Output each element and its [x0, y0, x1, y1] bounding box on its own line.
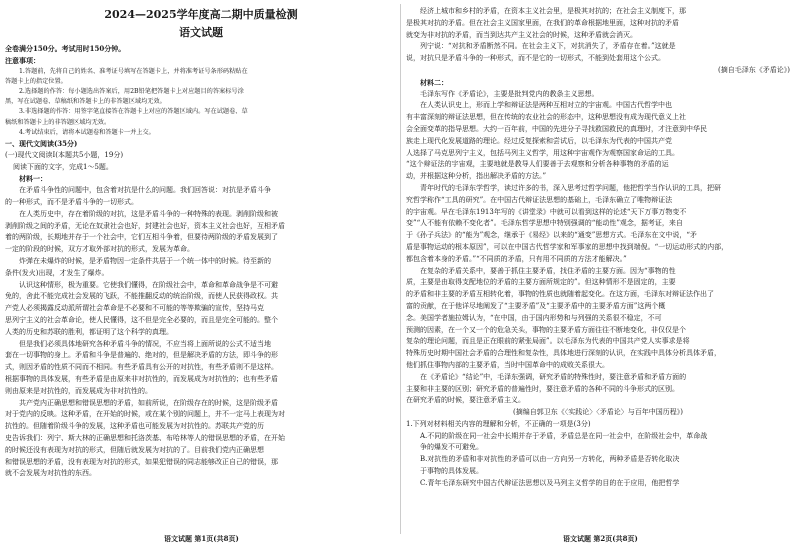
- passage-line: 的时候还没有表现为对抗的形式，但随后就发展为对抗的了。目前我们党内正确思想: [5, 445, 264, 454]
- passage-line: 在人类历史中，存在着阶级的对抗，这是矛盾斗争的一种特殊的表现。剥削阶级和被: [19, 209, 278, 218]
- passage-line: 产党人必须揭露反动派所谓社会革命是不必要和不可能的等等欺骗的宣传，坚持马克: [5, 304, 264, 313]
- passage-line: 有丰富深刻的辩证法思想，但在传统的农业社会的形态中，这种思想没有成为现代意义上社: [406, 113, 686, 122]
- passage-line: 的一种形式，而不是矛盾斗争的一切形式。: [5, 198, 138, 206]
- reading-instruction: 阅读下面的文字，完成1～5题。: [13, 162, 113, 171]
- passage-line: 就变为非对抗的矛盾，而当到达共产主义社会的时候，这种矛盾就会消灭。: [406, 30, 637, 39]
- option-line: B.对抗性的矛盾和非对抗性的矛盾可以由一方向另一方转化，两种矛盾是否转化取决: [420, 455, 680, 464]
- source-citation: (摘编自郭卫东《〈实践论〉〈矛盾论〉与百年中国历程》): [513, 408, 683, 417]
- option-line: 于事物的具体发展。: [420, 467, 483, 476]
- passage-line: 但是我们必须具体地研究各种矛盾斗争的情况，不应当将上面所说的公式不适当地: [19, 339, 271, 348]
- option-line: C.青年毛泽东研究中国古代辩证法思想以及马列主义哲学的目的在于应用，他把哲学: [420, 478, 680, 487]
- passage-line: 他们抓住事物内部的主要矛盾，当时中国革命中的成败关系很大。: [406, 360, 609, 369]
- passage-line: 就不会发展为对抗性的东西。: [5, 469, 96, 478]
- page-footer: 语文试题 第2页(共8页): [563, 534, 638, 543]
- passage-line: 质，主要是由取得支配地位的矛盾的主要方面所规定的”。但这种情形不是固定的，主要: [406, 278, 676, 287]
- passage-line: 复杂的理论问题，而且是正在眼前的紧张局面”。以毛泽东为代表的中国共产党人实事求是将: [406, 337, 690, 346]
- passage-line: 认识这种情形，极为重要。它使我们懂得，在阶级社会中，革命和革命战争是不可避: [19, 280, 278, 289]
- notice-line: 4.考试结束后，请将本试题卷和答题卡一并上交。: [19, 128, 155, 136]
- left-page: [5, 6, 397, 526]
- notice-line: 2.选择题的作答：每小题选出答案后，用2B铅笔把答题卡上对应题目的答案标号涂: [19, 88, 244, 95]
- question-stem: 1.下列对材料相关内容的理解和分析，不正确的一项是(3分): [406, 419, 591, 428]
- passage-line: 盾是事物运动的根本原因”，可以在中国古代哲学家和军事家的思想中找到端倪。“一切运动形式的内部，: [406, 242, 729, 251]
- notice-line: 稿纸和答题卡上的非答题区域均无效。: [5, 118, 111, 126]
- passage-line: 动，并根据这种分析，指出解决矛盾的方法。”: [406, 172, 547, 181]
- passage-line: 人选择了马克思列宁主义，包括马列主义哲学，用这种宇宙观作为观察国家命运的工具。: [406, 148, 679, 157]
- material-two-body: [406, 89, 790, 408]
- passage-line: 一定的阶段的时候，双方才取外部对抗的形式，发展为革命。: [5, 245, 194, 254]
- passage-line: 思列宁主义的社会革命论，使人民懂得，这不但是完全必要的，而且是完全可能的。整个: [5, 315, 278, 324]
- passage-line: 对于党内的反映。这种矛盾，在开始的时候，或在某个别的问题上，并不一定马上表现为对: [5, 410, 285, 419]
- passage-continued: [406, 6, 790, 65]
- notice-line: 答题卡上的指定位置。: [5, 77, 67, 85]
- passage-line: 念。美国学者施拉姆认为，“在中国，由于国内形势和与列强的关系很不稳定，不可: [406, 313, 662, 322]
- passage-line: 在《矛盾论》“结论”中，毛泽东强调，研究矛盾的特殊性时，要注意矛盾和矛盾方面的: [420, 372, 687, 381]
- passage-line: 特殊历史时期中国社会矛盾的合理性和复杂性，具体地进行深刻的认识，在实践中具体分析具体矛盾，: [406, 349, 721, 358]
- passage-line: 在研究矛盾的时候，要注意矛盾主义。: [406, 396, 525, 405]
- passage-line: 预测的因素，在一个又一个的危急关头，事物的主要矛盾方面往往不断地变化，非仅仅是个: [406, 325, 686, 334]
- passage-line: “这个辩证法的宇宙观，主要地就是教导人们要善于去观察和分析各种事物的矛盾的运: [406, 160, 669, 169]
- notice-line: 3.非选择题的作答：用签字笔直接答在答题卡上对应的答题区域内。写在试题卷、草: [19, 108, 248, 116]
- notice-list: [5, 67, 397, 138]
- passage-line: 条件(发火)出现，才发生了爆炸。: [5, 268, 109, 277]
- notice-line: 黑，写在试题卷、草稿纸和答题卡上的非答题区域均无效。: [5, 98, 166, 106]
- score-note: 全卷满分150分。考试用时150分钟。: [5, 44, 126, 53]
- passage-line: 免的，舍此不能完成社会发展的飞跃，不能推翻反动的统治阶级，而使人民获得政权。共: [5, 292, 278, 301]
- subsection-heading: (一)现代文阅读Ⅰ(本题共5小题，19分): [5, 150, 124, 159]
- question-options: [406, 431, 790, 490]
- passage-body: [5, 185, 397, 480]
- option-line: A.不同的阶级在同一社会中长期并存于矛盾，矛盾总是在同一社会中，在阶级社会中，革命战: [420, 431, 708, 440]
- passage-line: 炸弹在未爆炸的时候，是矛盾物因一定条件共居于一个统一体中的时候。待至新的: [19, 256, 271, 265]
- passage-line: 列宁说：“对抗和矛盾断然不同。在社会主义下，对抗消失了，矛盾存在着。”这就是: [420, 42, 676, 51]
- notice-line: 1.答题前，先将自己的姓名、准考证号填写在答题卡上，并将准考证号条形码粘贴在: [19, 67, 248, 75]
- passage-line: 说，对抗只是矛盾斗争的一种形式，而不是它的一切形式，不能到处套用这个公式。: [406, 54, 665, 63]
- section-heading: 一、现代文阅读(35分): [5, 139, 78, 149]
- passage-line: 是极其对抗的矛盾。但在社会主义国家里面，在我们的革命根据地里面，这种对抗的矛盾: [406, 18, 679, 27]
- passage-line: 变”“人不能有依赖不变化者”。毛泽东哲学思想中特别强调的“能动性”观念，据考证，来自: [406, 219, 683, 228]
- exam-title: 2024—2025学年度高二期中质量检测: [104, 8, 298, 21]
- passage-line: 的矛盾和非主要的矛盾互相转化着，事物的性质也就随着起变化。在这方面，毛泽东对辩证法作出了: [406, 290, 714, 299]
- passage-line: 剥削阶级之间的矛盾，无论在奴隶社会也好，封建社会也好，资本主义社会也好，互相矛盾: [5, 221, 285, 230]
- passage-line: 族走上现代化发展道路的理论。经过反复探索和尝试后，以毛泽东为代表的中国共产党: [406, 136, 672, 145]
- passage-line: 抗性的。但随着阶级斗争的发展，这种矛盾也可能发展为对抗性的。苏联共产党的历: [5, 422, 264, 431]
- passage-line: 在人类认识史上，形而上学和辩证法是两种互相对立的宇宙观。中国古代哲学中也: [420, 101, 672, 110]
- material-label: 材料一：: [19, 174, 47, 184]
- passage-line: 着的两阶级，长期地并存于一个社会中，它们互相斗争着，但要待两阶级的矛盾发展到了: [5, 233, 278, 242]
- right-page: [406, 6, 790, 526]
- passage-line: 在矛盾斗争性的问题中，包含着对抗是什么的问题。我们回答说：对抗是矛盾斗争: [19, 186, 271, 195]
- passage-line: 式，则因矛盾的性质不同而不相同。有些矛盾具有公开的对抗性，有些矛盾则不是这样。: [5, 363, 278, 372]
- passage-line: 的宇宙观。早在毛泽东1913年写的《讲堂录》中就可以看到这样的论述“天下万事万物变不: [406, 207, 687, 216]
- passage-line: 富的贡献，在于他详尽地阐发了“主要矛盾”及“主要矛盾中的主要矛盾方面”这两个概: [406, 301, 666, 310]
- passage-line: 毛泽东写作《矛盾论》，主要是批判党内的教条主义思想。: [420, 89, 599, 98]
- passage-line: 根据事物的具体发展，有些矛盾是由原来非对抗性的，而发展成为对抗性的；也有些矛盾: [5, 374, 278, 383]
- passage-line: 究哲学称作“工具的研究”。在中国古代辩证法思想的基础上，毛泽东确立了唯物辩证法: [406, 195, 673, 204]
- passage-line: 主要和非主要的区别；研究矛盾的普遍性时，要注意矛盾的各种不同的斗争形式的区别。: [406, 384, 679, 393]
- passage-line: 在复杂的矛盾关系中，要善于抓住主要矛盾，找住矛盾的主要方面。因为“事物的性: [420, 266, 676, 275]
- passage-line: 套在一切事物的身上。矛盾和斗争是普遍的、绝对的，但是解决矛盾的方法，即斗争的形: [5, 351, 278, 360]
- passage-line: 于《孙子兵法》的“能为”观念，继承于《易经》以来的“通变”思想方式。毛泽东在文中说，“矛: [406, 231, 697, 240]
- option-line: 争的爆发不可避免。: [420, 443, 483, 452]
- notice-heading: 注意事项：: [5, 55, 40, 65]
- passage-line: 经济上城市和乡村的矛盾，在资本主义社会里，是极其对抗的；在社会主义制度下，那: [420, 7, 686, 15]
- passage-line: 则由原来是对抗性的，而发展成为非对抗性的。: [5, 386, 152, 395]
- passage-line: 和错误思想的矛盾，没有表现为对抗的形式，如果犯错误的同志能够改正自己的错误，那: [5, 457, 278, 466]
- passage-line: 都包含着本身的矛盾。”“不同质的矛盾，只有用不同质的方法才能解决。”: [406, 254, 627, 263]
- passage-line: 共产党内正确思想和错误思想的矛盾，如前所说，在阶级存在的时候，这是阶级矛盾: [19, 398, 278, 407]
- exam-subtitle: 语文试题: [179, 26, 223, 39]
- source-citation: (摘自毛泽东《矛盾论》): [718, 65, 790, 74]
- page-divider: [400, 4, 401, 534]
- passage-line: 会全面变革的指导思想。大约一百年前，中国的先进分子寻找救国救民的真理时，才注意到中华民: [406, 124, 707, 133]
- page-footer: 语文试题 第1页(共8页): [164, 534, 239, 543]
- material-label: 材料二：: [420, 77, 448, 87]
- passage-line: 史告诉我们：列宁、斯大林的正确思想和托洛茨基、布哈林等人的错误思想的矛盾，在开始: [5, 433, 285, 442]
- passage-line: 人类的历史和苏联的胜利，都证明了这个科学的真理。: [5, 327, 173, 336]
- passage-line: 青年时代的毛泽东学哲学，读过许多的书，深入思考过哲学问题，他把哲学当作认识的工具，把研: [420, 183, 721, 192]
